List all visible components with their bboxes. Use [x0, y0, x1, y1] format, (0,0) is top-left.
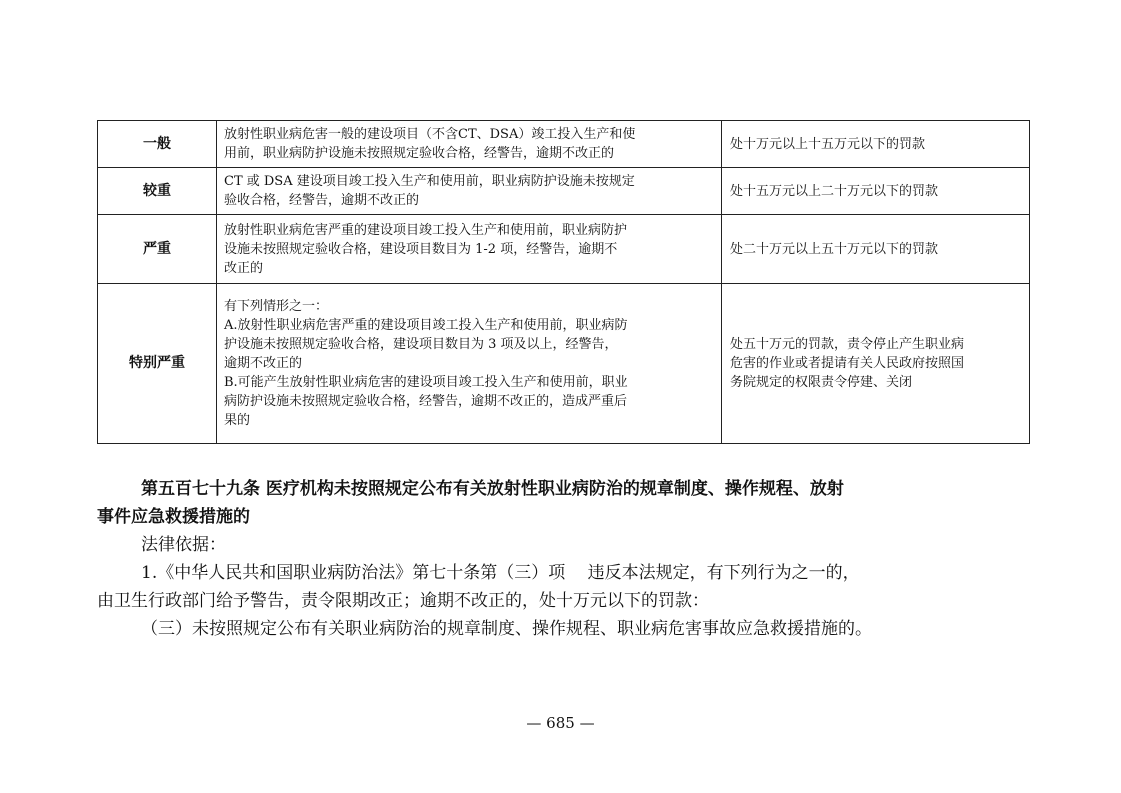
penalty-row — [98, 121, 1030, 168]
condition-line: 放射性职业病危害严重的建设项目竣工投入生产和使用前，职业病防护 — [224, 222, 628, 238]
condition-line: A.放射性职业病危害严重的建设项目竣工投入生产和使用前，职业病防 — [224, 318, 628, 333]
condition-line: B.可能产生放射性职业病危害的建设项目竣工投入生产和使用前，职业 — [224, 375, 628, 390]
condition-line: 逾期不改正的 — [224, 356, 303, 371]
condition-line: CT 或 DSA 建设项目竣工投入生产和使用前，职业病防护设施未按规定 — [224, 174, 635, 189]
violation-condition — [217, 215, 722, 284]
violation-condition — [217, 284, 722, 444]
penalty-description — [722, 168, 1030, 215]
condition-line: 病防护设施未按照规定验收合格，经警告，逾期不改正的，造成严重后 — [224, 394, 628, 409]
penalty-description — [722, 121, 1030, 168]
article-heading-line1: 第五百七十九条 医疗机构未按照规定公布有关放射性职业病防治的规章制度、操作规程、放射 — [141, 479, 844, 499]
clause-item-3: （三）未按照规定公布有关职业病防治的规章制度、操作规程、职业病危害事故应急救援措施的。 — [141, 619, 872, 639]
condition-line: 用前，职业病防护设施未按照规定验收合格，经警告，逾期不改正的 — [224, 146, 615, 161]
severity-level: 较重 — [98, 168, 217, 215]
legal-basis-label: 法律依据： — [141, 535, 226, 555]
penalty-line: 处十五万元以上二十万元以下的罚款 — [730, 183, 939, 199]
penalty-row — [98, 284, 1030, 444]
penalty-row — [98, 215, 1030, 284]
clause-line2: 由卫生行政部门给予警告，责令限期改正；逾期不改正的，处十万元以下的罚款： — [97, 591, 709, 611]
penalty-description — [722, 284, 1030, 444]
severity-level: 严重 — [98, 215, 217, 284]
article-heading — [97, 475, 1029, 531]
penalty-line: 处二十万元以上五十万元以下的罚款 — [730, 241, 939, 257]
condition-line: 有下列情形之一： — [224, 299, 329, 314]
penalty-line: 处十万元以上十五万元以下的罚款 — [730, 136, 926, 152]
violation-condition — [217, 121, 722, 168]
penalty-table — [97, 120, 1030, 444]
condition-line: 改正的 — [224, 260, 264, 276]
penalty-table-body — [98, 121, 1030, 444]
condition-line: 护设施未按照规定验收合格，建设项目数目为 3 项及以上，经警告， — [224, 337, 618, 352]
condition-line: 验收合格，经警告，逾期不改正的 — [224, 193, 420, 208]
condition-line: 设施未按照规定验收合格，建设项目数目为 1-2 项，经警告，逾期不 — [224, 241, 618, 257]
condition-line: 果的 — [224, 413, 251, 428]
penalty-line: 务院规定的权限责令停建、关闭 — [730, 375, 913, 390]
penalty-line: 危害的作业或者提请有关人民政府按照国 — [730, 356, 965, 371]
violation-condition — [217, 168, 722, 215]
page-number: — 685 — — [526, 714, 595, 732]
clause-line1: 1.《中华人民共和国职业病防治法》第七十条第（三）项 违反本法规定，有下列行为之一的， — [141, 563, 860, 583]
condition-line: 放射性职业病危害一般的建设项目（不含CT、DSA）竣工投入生产和使 — [224, 127, 636, 142]
article-section — [97, 475, 1029, 643]
severity-level: 特别严重 — [98, 284, 217, 444]
penalty-row — [98, 168, 1030, 215]
article-heading-line2: 事件应急救援措施的 — [97, 507, 250, 527]
penalty-description — [722, 215, 1030, 284]
penalty-line: 处五十万元的罚款，责令停止产生职业病 — [730, 337, 965, 352]
severity-level: 一般 — [98, 121, 217, 168]
